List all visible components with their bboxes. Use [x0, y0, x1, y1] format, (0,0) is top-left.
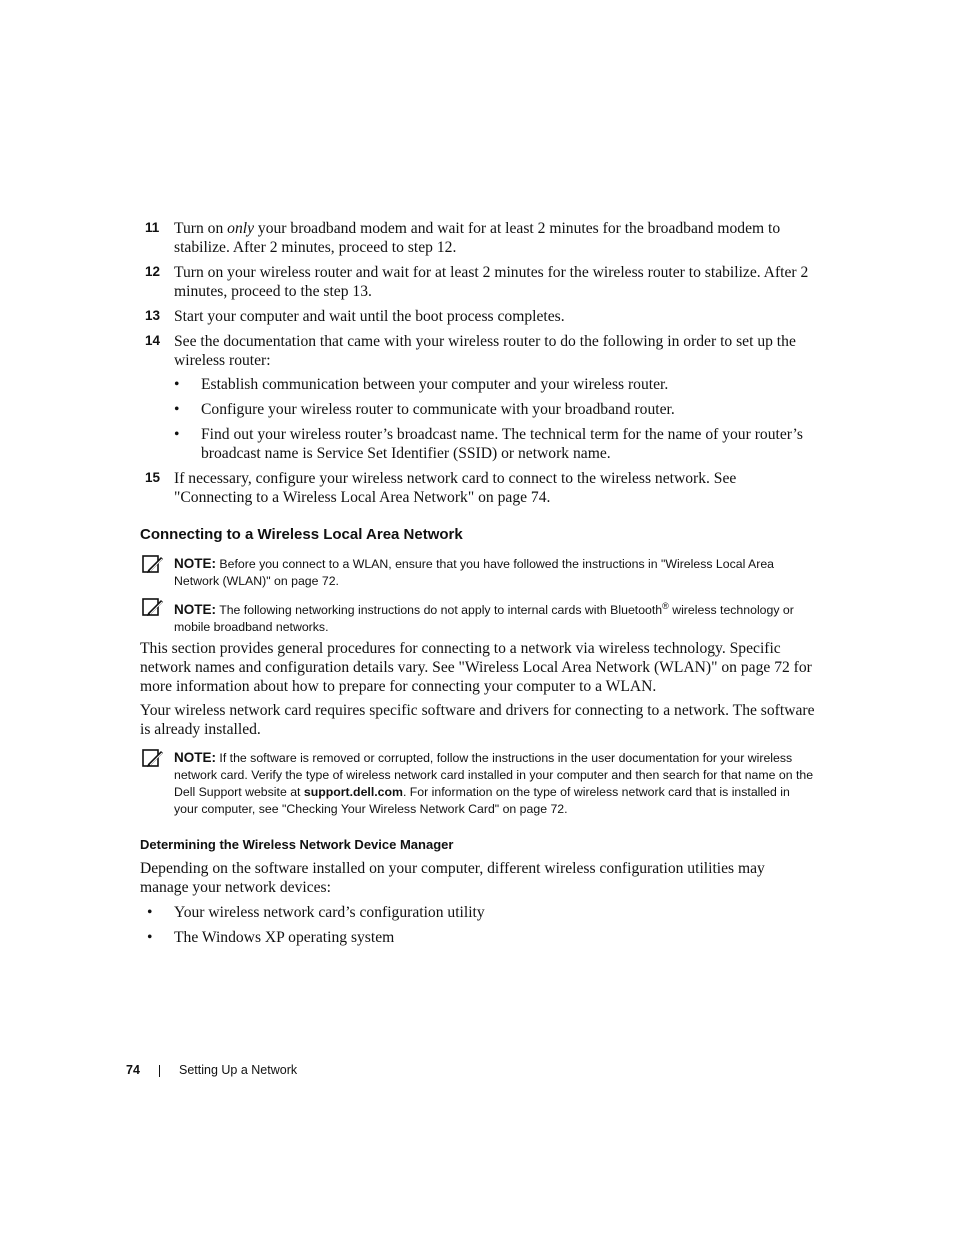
- subsection-heading: Determining the Wireless Network Device Manager: [140, 837, 454, 852]
- step-text: See the documentation that came with your wireless router to do the following in order to set up the wireless router:: [174, 333, 796, 369]
- bullet-icon: •: [174, 426, 180, 443]
- step-text: Turn on your wireless router and wait for at least 2 minutes for the wireless router to stabilize. After 2 minutes, proceed to the step 13.: [174, 264, 809, 300]
- body-paragraph: This section provides general procedures for connecting to a network via wireless technology. Specific network names and configuration details vary. See "Wireless Local Area Network (WLAN)" on page 72 for more information about how to prepare for connecting your computer to a WLAN.: [140, 640, 812, 695]
- body-paragraph: Your wireless network card requires specific software and drivers for connecting to a network. The software is already installed.: [140, 702, 815, 738]
- bullet-icon: •: [174, 401, 180, 418]
- step-number: 15: [145, 470, 161, 485]
- note-label: NOTE:: [174, 750, 216, 765]
- body-paragraph: Depending on the software installed on your computer, different wireless configuration utilities may manage your network devices:: [140, 860, 765, 896]
- note-label: NOTE:: [174, 556, 216, 571]
- step-number: 14: [145, 333, 161, 348]
- footer-separator: [159, 1065, 160, 1077]
- step-number: 12: [145, 264, 161, 279]
- pencil-note-icon: [142, 598, 164, 617]
- note-text: NOTE: Before you connect to a WLAN, ensure that you have followed the instructions in "Wireless Local Area Network (WLAN)" on page 72.: [174, 556, 775, 588]
- pencil-note-icon: [142, 749, 164, 768]
- step-number: 13: [145, 308, 161, 323]
- note-text: NOTE: The following networking instructions do not apply to internal cards with Bluetooth® wireless technology or mobile broadband networks.: [174, 601, 794, 635]
- step-text: Turn on only your broadband modem and wait for at least 2 minutes for the broadband modem to stabilize. After 2 minutes, proceed to step 12.: [174, 220, 781, 256]
- footer-section-title: Setting Up a Network: [179, 1063, 298, 1077]
- section-heading: Connecting to a Wireless Local Area Network: [140, 526, 463, 543]
- note-text: NOTE: If the software is removed or corrupted, follow the instructions in the user documentation for your wireless network card. Verify the type of wireless network card installed in your computer and then search for that name on the Dell Support website at support.dell.com. For information on the type of wireless network card that is installed in your computer, see "Checking Your Wireless Network Card" on page 72.: [174, 750, 814, 816]
- pencil-note-icon: [142, 555, 164, 574]
- bullet-icon: •: [147, 904, 153, 921]
- page-number: 74: [126, 1063, 140, 1077]
- bullet-icon: •: [147, 929, 153, 946]
- registered-mark: ®: [662, 601, 669, 611]
- step-text: If necessary, configure your wireless network card to connect to the wireless network. See "Connecting to a Wireless Local Area Network" on page 74.: [174, 470, 737, 506]
- step-number: 11: [145, 220, 160, 235]
- bullet-icon: •: [174, 376, 180, 393]
- step-text: Start your computer and wait until the boot process completes.: [174, 308, 565, 325]
- note-label: NOTE:: [174, 602, 216, 618]
- support-link[interactable]: support.dell.com: [303, 785, 403, 799]
